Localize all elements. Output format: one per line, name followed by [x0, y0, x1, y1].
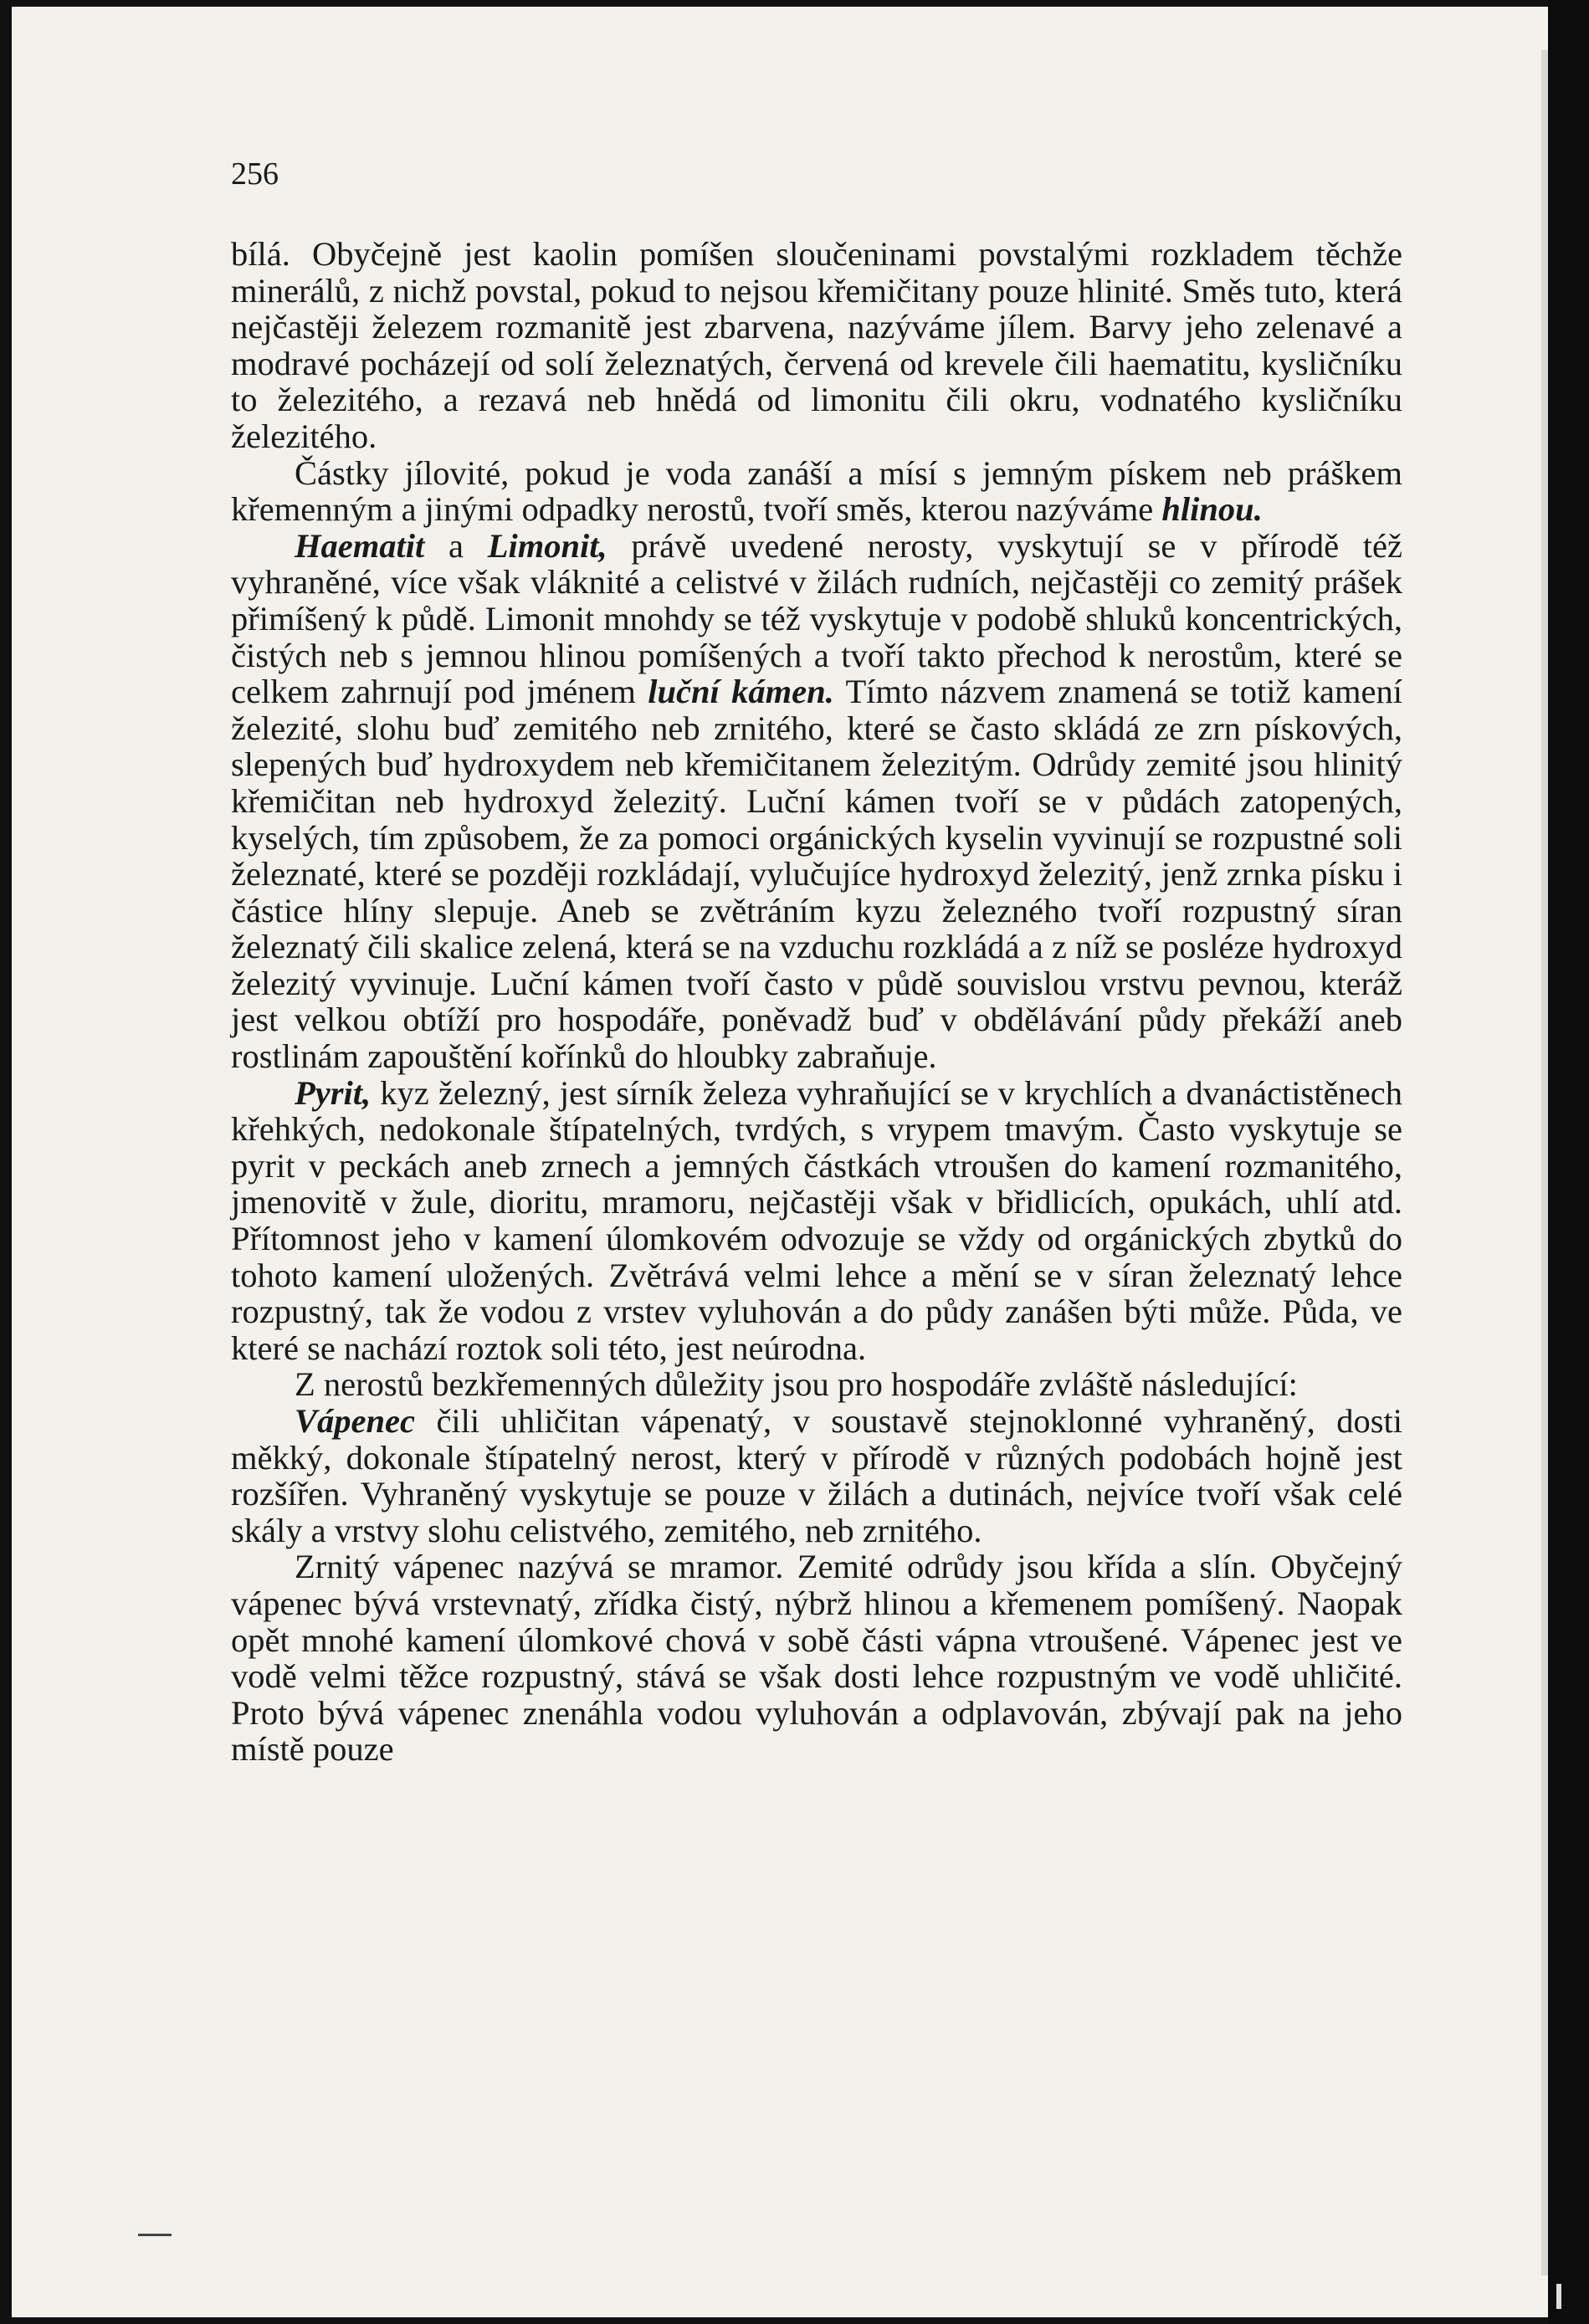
paragraph-1: bílá. Obyčejně jest kaolin pomíšen sloučeninami povstalými rozkladem těchže minerálů, z nichž povstal, pokud to nejsou křemičitany pouze hlinité. Směs tuto, která nejčastěji železem rozmanitě jest zbarvena, nazýváme jílem. Barvy jeho zelenavé a modravé pocházejí od solí železnatých, červená od krevele čili haematitu, kysličníku to železitého, a rezavá neb hnědá od limonitu čili okru, vodnatého kysličníku železitého.	[231, 235, 1402, 455]
paragraph-4	[231, 1075, 1402, 1367]
term-lucni-kamen: luční kámen.	[648, 673, 834, 711]
paragraph-2-text: Částky jílovité, pokud je voda zanáší a mísí s jemným pískem neb práškem křemenným a jinými odpadky nerostů, tvoří směs, kterou nazýváme	[231, 453, 1402, 529]
paragraph-6	[231, 1403, 1402, 1548]
term-limonit: Limonit,	[487, 526, 607, 565]
book-spine	[1548, 0, 1589, 2324]
term-pyrit: Pyrit,	[295, 1073, 372, 1112]
scan-mark-spine	[1556, 2284, 1561, 2309]
page-body	[231, 236, 1402, 1768]
term-hlinou: hlinou.	[1161, 490, 1263, 529]
paragraph-4-text: kyz železný, jest sírník železa vyhraňující se v krychlích a dvanáctistěnech křehkých, nedokonale štípatelných, tvrdých, s vrypem tmavým. Často vyskytuje se pyrit v peckách aneb zrnech a jemných částkách vtroušen do kamení rozmanitého, jmenovitě v žule, dioritu, mramoru, nejčastěji však v břidlicích, opukách, uhlí atd. Přítomnost jeho v kamení úlomkovém odvozuje se vždy od orgánických zbytků do tohoto kamení uložených. Zvětrává velmi lehce a mění se v síran železnatý lehce rozpustný, tak že vodou z vrstev vyluhován a do půdy zanášen býti může. Půda, ve které se nachází roztok soli této, jest neúrodna.	[231, 1073, 1402, 1367]
paragraph-5: Z nerostů bezkřemenných důležity jsou pro hospodáře zvláště následující:	[295, 1365, 1298, 1404]
paragraph-3-text-1: právě uvedené nerosty, vyskytují se v přírodě též vyhraněné, více však vláknité a celistvé v žilách rudních, nejčastěji co zemitý prášek přimíšený k půdě. Limonit mnohdy se též vyskytuje v podobě shluků koncentrických, čistých neb s jemnou hlinou pomíšených a tvoří takto přechod k nerostům, které se celkem zahrnují pod jménem	[231, 526, 1402, 711]
paragraph-2	[231, 455, 1402, 528]
paragraph-3	[231, 528, 1402, 1075]
paragraph-3-text-2: Tímto názvem znamená se totiž kamení železité, slohu buď zemitého neb zrnitého, které se často skládá ze zrn pískových, slepených buď hydroxydem neb křemičitanem železitým. Odrůdy zemité jsou hlinitý křemičitan neb hydroxyd železitý. Luční kámen tvoří se v půdách zatopených, kyselých, tím způsobem, že za pomoci orgánických kyselin vyvinují se rozpustné soli železnaté, které se později rozkládají, vylučujíce hydroxyd železitý, jenž zrnka písku i částice hlíny slepuje. Aneb se zvětráním kyzu železného tvoří rozpustný síran železnatý čili skalice zelená, která se na vzduchu rozkládá a z níž se posléze hydroxyd železitý vyvinuje. Luční kámen tvoří často v půdě souvislou vrstvu pevnou, kteráž jest velkou obtíží pro hospodáře, poněvadž buď v obdělávání půdy překáží aneb rostlinám zapouštění kořínků do hloubky zabraňuje.	[231, 673, 1403, 1076]
paragraph-6-text: čili uhličitan vápenatý, v soustavě stejnoklonné vyhraněný, dosti měkký, dokonale štípatelný nerost, který v přírodě v různých podobách hojně jest rozšířen. Vyhraněný vyskytuje se pouze v žilách a dutinách, nejvíce tvoří však celé skály a vrstvy slohu celistvého, zemitého, neb zrnitého.	[231, 1402, 1402, 1549]
page-edge	[1541, 50, 1548, 2275]
paragraph-3-conj: a	[424, 526, 488, 565]
term-vapenec: Vápenec	[295, 1402, 415, 1440]
scan-mark	[138, 2234, 172, 2236]
page-number: 256	[231, 156, 279, 192]
term-haematit: Haematit	[295, 526, 425, 565]
paragraph-7: Zrnitý vápenec nazývá se mramor. Zemité odrůdy jsou křída a slín. Obyčejný vápenec bývá vrstevnatý, zřídka čistý, nýbrž hlinou a křemenem pomíšený. Naopak opět mnohé kamení úlomkové chová v sobě části vápna vtroušené. Vápenec jest ve vodě velmi těžce rozpustný, stává se však dosti lehce rozpustným ve vodě uhličité. Proto bývá vápenec znenáhla vodou vyluhován a odplavován, zbývají pak na jeho místě pouze	[231, 1548, 1402, 1769]
